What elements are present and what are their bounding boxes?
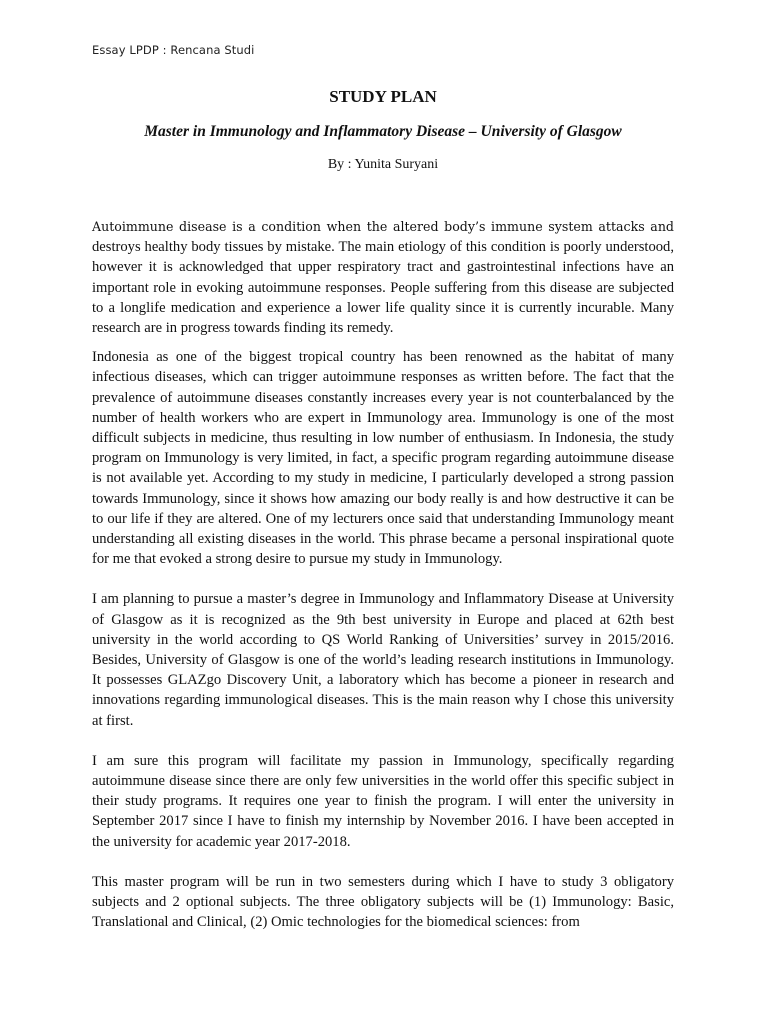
paragraph-glasgow: I am planning to pursue a master’s degree in Immunology and Inflammatory Disease at University of Glasgow as it is recognized as the 9th best university in Europe and placed at 62th best university in the world according to QS World Ranking of Universities’ survey in 2015/2016. Besides, University of Glasgow is one of the world’s leading research institutions in Immunology. It possesses GLAZgo Discovery Unit, a laboratory which has become a pioneer in research and innovations regarding immunological diseases. This is the main reason why I chose this university at first. [92,591,674,729]
paragraph-semesters: This master program will be run in two semesters during which I have to study 3 obligatory subjects and 2 optional subjects. The three obligatory subjects will be (1) Immunology: Basic, Translational and Clinical, (2) Omic technologies for the biomedical sciences: from [92,873,674,931]
document-author: By : Yunita Suryani [327,157,439,172]
running-header: Essay LPDP : Rencana Studi [92,43,255,57]
paragraph-autoimmune-intro [92,217,674,338]
paragraph-program: I am sure this program will facilitate my passion in Immunology, specifically regarding autoimmune disease since there are only few universities in the world offer this specific subject in their study programs. It requires one year to finish the program. I will enter the university in September 2017 since I have to finish my internship by November 2016. I have been accepted in the university for academic year 2017-2018. [92,752,674,850]
paragraph-lead: Autoimmune disease is a condition when the altered body’s immune system attacks and [92,219,674,234]
paragraph-text: destroys healthy body tissues by mistake. The main etiology of this condition is poorly understood, however it is acknowledged that upper respiratory tract and gastrointestinal infections have an important role in evoking autoimmune responses. People suffering from this disease are subjected to a longlife medication and experience a lower life quality since it is currently incurable. Many research are in progress towards finding its remedy. [92,239,674,337]
document-subtitle: Master in Immunology and Inflammatory Disease – University of Glasgow [144,123,622,140]
essay-body [92,217,674,933]
document-title: STUDY PLAN [329,87,437,106]
paragraph-indonesia: Indonesia as one of the biggest tropical country has been renowned as the habitat of many infectious diseases, which can trigger autoimmune responses as written before. The fact that the prevalence of autoimmune diseases constantly increases every year is not counterbalanced by the number of health workers who are expert in Immunology area. Immunology is one of the most difficult subjects in medicine, thus resulting in low number of enthusiasm. In Indonesia, the study program on Immunology is very limited, in fact, a specific program regarding autoimmune disease is not available yet. According to my study in medicine, I particularly developed a strong passion towards Immunology, since it shows how amazing our body really is and how destructive it can be to our life if they are altered. One of my lecturers once said that understanding Immunology meant understanding all existing diseases in the world. This phrase became a personal inspirational quote for me that evoked a strong desire to pursue my study in Immunology. [92,349,674,568]
